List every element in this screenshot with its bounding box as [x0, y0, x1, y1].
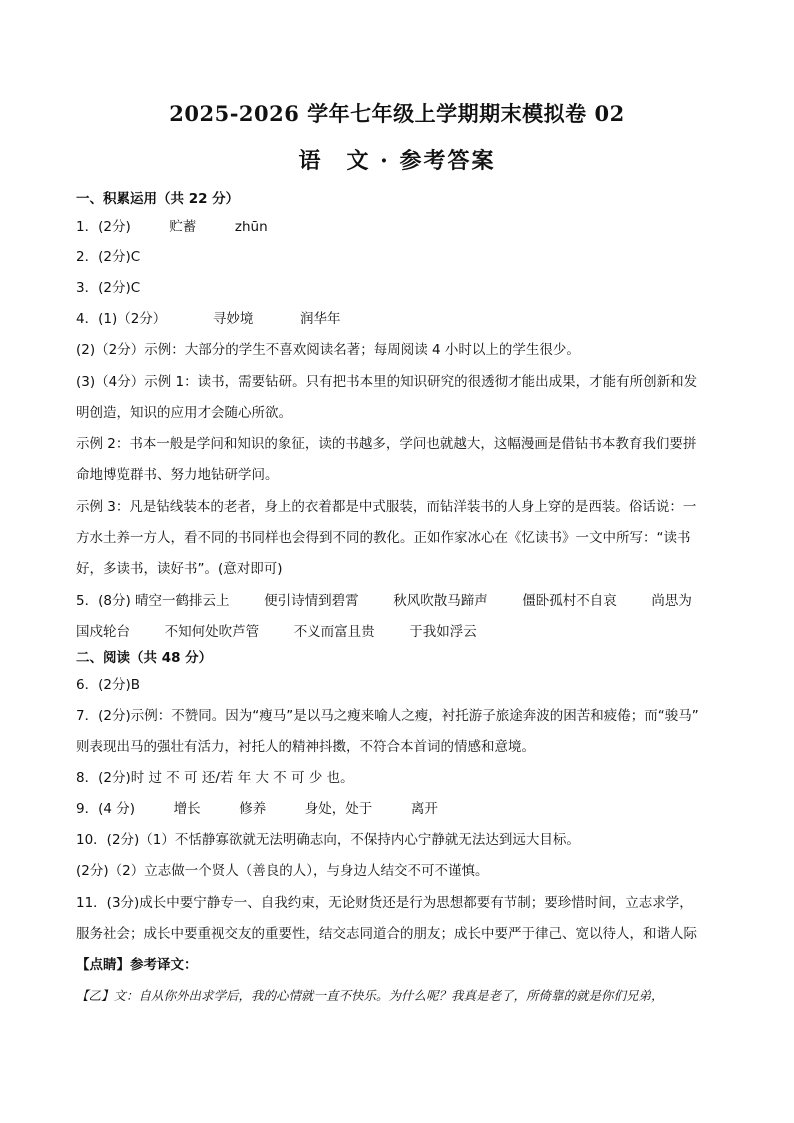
- answer-4-3-line-1: (3)（4分）示例 1：读书，需要钻研。只有把书本里的知识研究的很透彻才能出成果，才能有所创新和发: [76, 374, 698, 390]
- answer-4-3-line-7: 好，多读书，读好书”。(意对即可): [76, 561, 283, 577]
- answer-2: 2．(2分)C: [76, 249, 141, 265]
- answer-4-3-line-3: 示例 2：书本一般是学问和知识的象征，读的书越多，学问也就越大，这幅漫画是借钻书本教育我们要拼: [76, 436, 697, 452]
- answer-4-3-line-2: 明创造，知识的应用才会随心所欲。: [76, 405, 292, 421]
- answer-9-item: 增长: [173, 801, 201, 817]
- answer-4-3-line-4: 命地博览群书、努力地钻研学问。: [76, 467, 279, 483]
- answer-5-item: 尚思为: [651, 593, 692, 609]
- answer-5-line-2: [76, 622, 732, 642]
- answer-5-line-1: [76, 591, 732, 611]
- answer-4-3-line-5: 示例 3：凡是钻线装本的老者，身上的衣着都是中式服装，而钻洋装书的人身上穿的是西装。俗话说：一: [76, 499, 697, 515]
- translation-text: 【乙】文：自从你外出求学后，我的心情就一直不快乐。为什么呢？我真是老了，所倚靠的就是你们兄弟，: [76, 988, 664, 1003]
- answer-10-2: (2分)（2）立志做一个贤人（善良的人），与身边人结交不可不谨慎。: [76, 863, 489, 879]
- answer-9-item: 离开: [410, 801, 438, 817]
- answer-4-number: 4．(1)（2分）: [76, 311, 167, 327]
- answer-4-3-line-6: 方水土养一方人，看不同的书同样也会得到不同的教化。正如作家冰心在《忆读书》一文中所写：“读书: [76, 530, 691, 546]
- answer-6: 6．(2分)B: [76, 677, 140, 693]
- answer-7-line-1: 7．(2分)示例：不赞同。因为“瘦马”是以马之瘦来喻人之瘦，衬托游子旅途奔波的困苦和疲倦；而“骏马”: [76, 708, 699, 724]
- section-heading-reading: 二、阅读（共 48 分）: [76, 650, 213, 666]
- answer-4-1: [76, 309, 732, 329]
- page-subtitle: 语 文 · 参考答案: [298, 148, 496, 174]
- answer-1: [76, 217, 732, 237]
- answer-4-2: (2)（2分）示例：大部分的学生不喜欢阅读名著；每周阅读 4 小时以上的学生很少。: [76, 342, 580, 358]
- answer-10-1: 10．(2分)（1）不恬静寡欲就无法明确志向，不保持内心宁静就无法达到远大目标。: [76, 832, 580, 848]
- answer-9-item: 修养: [239, 801, 267, 817]
- answer-5-item: 秋风吹散马蹄声: [393, 593, 488, 609]
- answer-5-item: 国戍轮台: [76, 624, 130, 640]
- answer-5-item: 于我如浮云: [409, 624, 477, 640]
- answer-1-blank-2: zhūn: [234, 219, 268, 235]
- answer-9: [76, 799, 732, 819]
- answer-3: 3．(2分)C: [76, 280, 141, 296]
- answer-5-item: 僵卧孤村不自哀: [522, 593, 617, 609]
- answer-4-blank-2: 润华年: [300, 311, 341, 327]
- answer-5-number: 5．(8分): [76, 593, 131, 609]
- page-title: 2025-2026 学年七年级上学期期末模拟卷 02: [169, 101, 625, 126]
- dianjing-heading: 【点睛】参考译文：: [76, 957, 198, 973]
- answer-5-item: 不义而富且贵: [293, 624, 375, 640]
- answer-1-blank-1: 贮蓄: [169, 219, 197, 235]
- section-heading-accumulation: 一、积累运用（共 22 分）: [76, 191, 240, 207]
- answer-11-line-2: 服务社会；成长中要重视交友的重要性，结交志同道合的朋友；成长中要严于律己、宽以待人，和谐人际: [76, 926, 697, 942]
- answer-5-item: 不知何处吹芦管: [164, 624, 260, 640]
- answer-8: 8．(2分)时 过 不 可 还/若 年 大 不 可 少 也。: [76, 770, 354, 786]
- answer-7-line-2: 则表现出马的强壮有活力，衬托人的精神抖擞，不符合本首词的情感和意境。: [76, 739, 535, 755]
- answer-5-item: 便引诗情到碧霄: [264, 593, 359, 609]
- answer-9-number: 9．(4 分): [76, 801, 136, 817]
- answer-4-blank-1: 寻妙境: [212, 311, 254, 327]
- answer-5-item: 晴空一鹤排云上: [135, 593, 230, 609]
- answer-11-line-1: 11．(3分)成长中要宁静专一、自我约束，无论财货还是行为思想都要有节制；要珍惜时间，立志求学，: [76, 895, 693, 911]
- answer-9-item: 身处，处于: [304, 801, 373, 817]
- answer-1-number: 1．(2分): [76, 219, 131, 235]
